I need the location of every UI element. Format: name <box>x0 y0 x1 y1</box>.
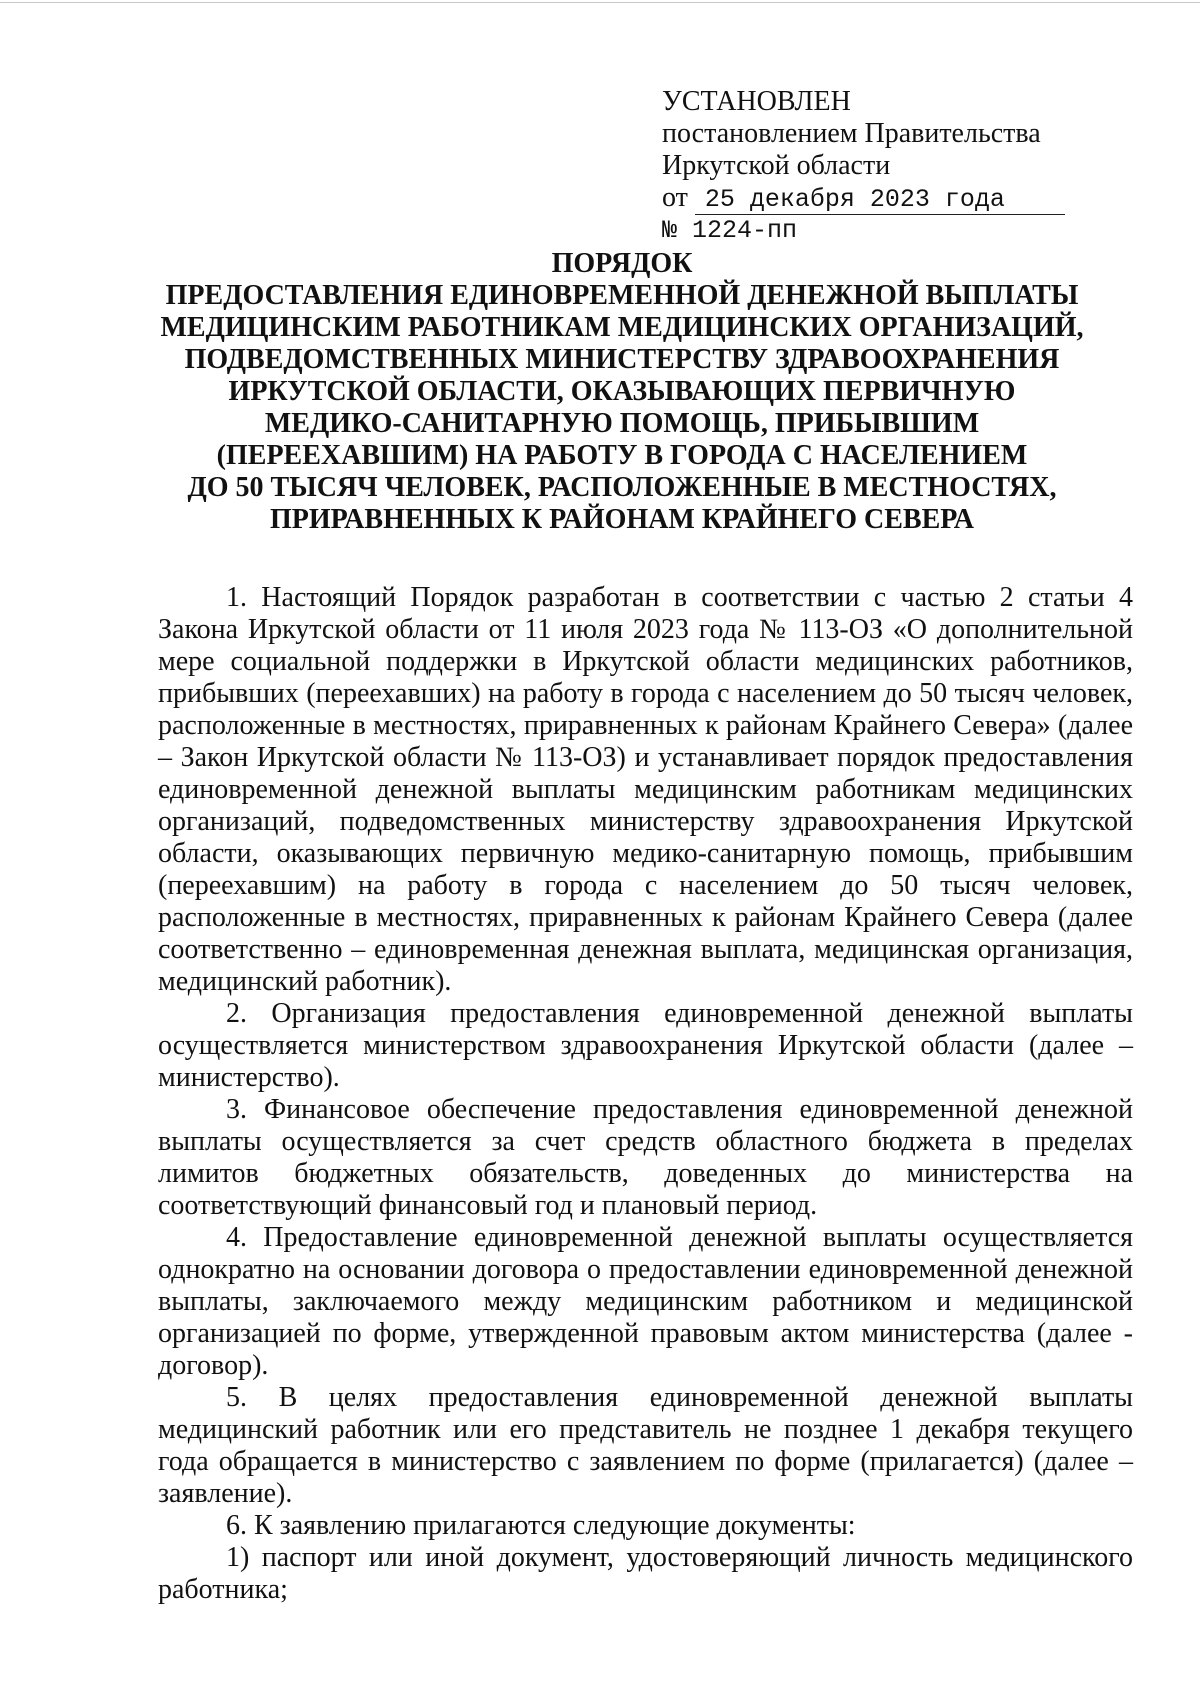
approval-number: № 1224-пп <box>662 216 798 245</box>
title-line: ИРКУТСКОЙ ОБЛАСТИ, ОКАЗЫВАЮЩИХ ПЕРВИЧНУЮ <box>228 376 1016 407</box>
approval-title: УСТАНОВЛЕН <box>662 86 851 117</box>
approval-date: 25 декабря 2023 года <box>695 186 1065 215</box>
paragraph-3: 3. Финансовое обеспечение предоставления единовременной денежной выплаты осуществляется за счет средств областного бюджета в пределах лимитов бюджетных обязательств, доведенных до министерства на соответствующий финансовый год и плановый период. <box>158 1094 1133 1221</box>
approval-date-row <box>662 182 1102 215</box>
title-line: ПОДВЕДОМСТВЕННЫХ МИНИСТЕРСТВУ ЗДРАВООХРАНЕНИЯ <box>184 344 1060 375</box>
title-line: ПРЕДОСТАВЛЕНИЯ ЕДИНОВРЕМЕННОЙ ДЕНЕЖНОЙ ВЫПЛАТЫ <box>165 280 1079 311</box>
paragraph-4: 4. Предоставление единовременной денежной выплаты осуществляется однократно на основании договора о предоставлении единовременной денежной выплаты, заключаемого между медицинским работником и медицинской организацией по форме, утвержденной правовым актом министерства (далее - договор). <box>158 1222 1133 1381</box>
paragraph-1: 1. Настоящий Порядок разработан в соответствии с частью 2 статьи 4 Закона Иркутской области от 11 июля 2023 года № 113-ОЗ «О дополнительной мере социальной поддержки в Иркутской области медицинских работников, прибывших (переехавших) на работу в города с населением до 50 тысяч человек, расположенные в местностях, приравненных к районам Крайнего Севера» (далее – Закон Иркутской области № 113-ОЗ) и устанавливает порядок предоставления единовременной денежной выплаты медицинским работникам медицинских организаций, подведомственных министерству здравоохранения Иркутской области, оказывающих первичную медико-санитарную помощь, прибывшим (переехавшим) на работу в города с населением до 50 тысяч человек, расположенные в местностях, приравненных к районам Крайнего Севера (далее соответственно – единовременная денежная выплата, медицинская организация, медицинский работник). <box>158 582 1133 997</box>
approval-line-1: постановлением Правительства <box>662 118 1041 149</box>
title-line: ДО 50 ТЫСЯЧ ЧЕЛОВЕК, РАСПОЛОЖЕННЫЕ В МЕСТНОСТЯХ, <box>187 472 1057 503</box>
approval-stamp-block <box>662 86 1102 247</box>
paragraph-6-item-1: 1) паспорт или иной документ, удостоверяющий личность медицинского работника; <box>158 1542 1133 1605</box>
approval-line-2: Иркутской области <box>662 150 891 181</box>
title-line: МЕДИКО-САНИТАРНУЮ ПОМОЩЬ, ПРИБЫВШИМ <box>264 408 980 439</box>
document-body <box>158 582 1133 1606</box>
title-line: ПРИРАВНЕННЫХ К РАЙОНАМ КРАЙНЕГО СЕВЕРА <box>269 504 974 535</box>
title-line: (ПЕРЕЕХАВШИМ) НА РАБОТУ В ГОРОДА С НАСЕЛЕНИЕМ <box>216 440 1028 471</box>
scan-edge-line <box>0 2 1200 4</box>
document-title <box>150 248 1094 536</box>
paragraph-6: 6. К заявлению прилагаются следующие документы: <box>226 1510 856 1541</box>
title-heading: ПОРЯДОК <box>551 248 693 279</box>
title-line: МЕДИЦИНСКИМ РАБОТНИКАМ МЕДИЦИНСКИХ ОРГАНИЗАЦИЙ, <box>160 312 1084 343</box>
approval-date-prefix: от <box>662 182 688 213</box>
paragraph-5: 5. В целях предоставления единовременной денежной выплаты медицинский работник или его представитель не позднее 1 декабря текущего года обращается в министерство с заявлением по форме (прилагается) (далее – заявление). <box>158 1382 1133 1509</box>
paragraph-2: 2. Организация предоставления единовременной денежной выплаты осуществляется министерством здравоохранения Иркутской области (далее – министерство). <box>158 998 1133 1093</box>
